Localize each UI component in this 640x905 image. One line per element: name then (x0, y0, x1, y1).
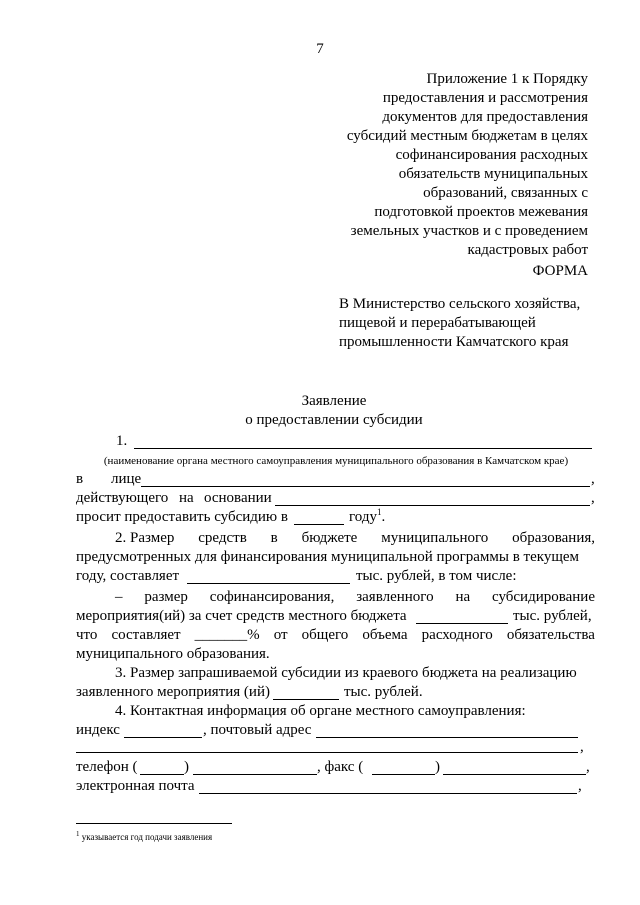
acting-word: на (179, 490, 194, 506)
acting-word: основании (204, 490, 272, 506)
email-label: электронная почта (76, 778, 195, 794)
cofinancing-line1: – размер софинансирования, заявленного на субсидирование (115, 589, 595, 605)
v-label: в (76, 471, 84, 487)
comma: , (578, 778, 582, 794)
year-line[interactable] (294, 524, 344, 525)
postal-label: , почтовый адрес (203, 722, 312, 738)
fax-number-line[interactable] (443, 774, 586, 775)
fax-code-line[interactable] (372, 774, 435, 775)
request-suffix: году$^1$. (349, 507, 386, 525)
cofinancing-line2-suffix: тыс. рублей, (513, 608, 592, 624)
footnote-separator (76, 823, 232, 824)
email-line[interactable] (199, 793, 577, 794)
appendix-block (288, 70, 588, 260)
subsidy-amount-line[interactable] (273, 699, 339, 700)
form-label: ФОРМА (532, 263, 588, 279)
fax-label: , факс ( (317, 759, 364, 775)
budget-amount-line[interactable] (187, 583, 350, 584)
item4-line1: 4. Контактная информация об органе местного самоуправления: (115, 703, 526, 719)
addressee-line: пищевой и перерабатывающей (339, 315, 536, 331)
item2-line3-suffix: тыс. рублей, в том числе: (356, 568, 517, 584)
comma: , (591, 471, 595, 487)
item3-line2-prefix: заявленного мероприятия (ий) (76, 684, 270, 700)
appendix-line: документов для предоставления (382, 109, 588, 125)
item2-line2: предусмотренных для финансирования муниципальной программы в текущем (76, 549, 580, 565)
appendix-line: земельных участков и с проведением (350, 223, 588, 239)
item3-line2-suffix: тыс. рублей. (344, 684, 423, 700)
phone-code-line[interactable] (140, 774, 184, 775)
addressee-block (339, 295, 580, 352)
cofinancing-line3: что составляет _______% от общего объема расходного обязательства (76, 627, 595, 643)
address-line-2[interactable] (76, 752, 578, 753)
item3-line1: 3. Размер запрашиваемой субсидии из краевого бюджета на реализацию (115, 665, 577, 681)
fax-paren: ) (435, 759, 440, 775)
appendix-line: софинансирования расходных (395, 147, 588, 163)
footnote-text: указывается год подачи заявления (81, 832, 213, 842)
document-subtitle: о предоставлении субсидии (245, 412, 423, 428)
cofinancing-line2-prefix: мероприятия(ий) за счет средств местного бюджета (76, 608, 407, 624)
appendix-line: подготовкой проектов межевания (374, 204, 588, 220)
appendix-line: субсидий местным бюджетам в целях (346, 128, 588, 144)
lice-label: лице (111, 471, 142, 487)
addressee-line: В Министерство сельского хозяйства, (339, 296, 581, 312)
index-label: индекс (76, 722, 120, 738)
footnote-mark: 1 (376, 507, 382, 517)
item1-number: 1. (116, 433, 128, 449)
representative-line[interactable] (141, 486, 590, 487)
item2-line1: 2. Размер средств в бюджете муниципального образования, (115, 530, 595, 546)
index-line[interactable] (124, 737, 202, 738)
request-prefix: просит предоставить субсидию в (76, 509, 288, 525)
phone-label: телефон ( (76, 759, 138, 775)
comma: , (586, 759, 590, 775)
document-title: Заявление (301, 393, 367, 409)
postal-address-line[interactable] (316, 737, 578, 738)
org-name-line[interactable] (134, 448, 592, 449)
phone-number-line[interactable] (193, 774, 317, 775)
acting-word: действующего (76, 490, 169, 506)
cofinancing-amount-line[interactable] (416, 623, 508, 624)
appendix-line: обязательств муниципальных (398, 166, 588, 182)
page-number: 7 (316, 41, 324, 57)
phone-paren: ) (184, 759, 189, 775)
appendix-line: предоставления и рассмотрения (382, 90, 588, 106)
cofinancing-line4: муниципального образования. (76, 646, 270, 662)
basis-line[interactable] (275, 505, 590, 506)
appendix-line: Приложение 1 к Порядку (426, 71, 588, 87)
org-name-caption: (наименование органа местного самоуправления муниципального образования в Камчатском крае) (103, 455, 569, 467)
addressee-line: промышленности Камчатского края (339, 334, 569, 350)
appendix-line: кадастровых работ (467, 242, 588, 258)
appendix-line: образований, связанных с (423, 185, 588, 201)
item2-line3-prefix: году, составляет (76, 568, 180, 584)
comma: , (580, 739, 584, 755)
footnote: $^1$ указывается год подачи заявления (76, 830, 213, 842)
comma: , (591, 490, 595, 506)
